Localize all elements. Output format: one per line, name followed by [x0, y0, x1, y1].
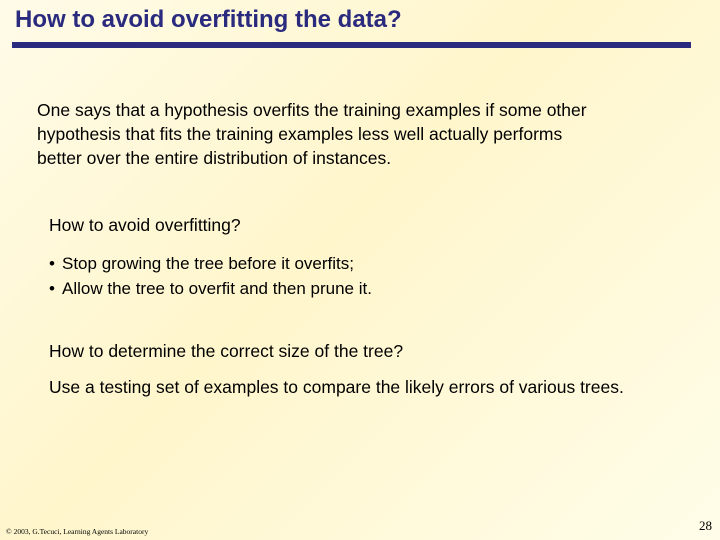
bullet-text: Stop growing the tree before it overfits; — [62, 254, 354, 273]
title-underline-rule — [12, 42, 691, 48]
intro-line-3: better over the entire distribution of instances. — [37, 148, 392, 168]
bullet-text: Allow the tree to overfit and then prune it. — [62, 279, 372, 298]
bullet-item — [49, 276, 372, 301]
bullet-marker: • — [49, 279, 55, 298]
intro-line-2: hypothesis that fits the training examples less well actually performs — [37, 124, 563, 144]
answer-text: Use a testing set of examples to compare the likely errors of various trees. — [49, 377, 624, 397]
page-number: 28 — [699, 518, 712, 533]
slide-title: How to avoid overfitting the data? — [15, 6, 402, 33]
copyright-footer: © 2003, G.Tecuci, Learning Agents Laboratory — [6, 527, 149, 536]
strategy-bullet-list — [49, 251, 372, 301]
intro-paragraph — [37, 98, 697, 170]
question-avoid-overfitting: How to avoid overfitting? — [49, 215, 241, 235]
question-tree-size: How to determine the correct size of the tree? — [49, 341, 404, 361]
intro-line-1: One says that a hypothesis overfits the training examples if some other — [37, 100, 587, 120]
bullet-item — [49, 251, 372, 276]
bullet-marker: • — [49, 254, 55, 273]
